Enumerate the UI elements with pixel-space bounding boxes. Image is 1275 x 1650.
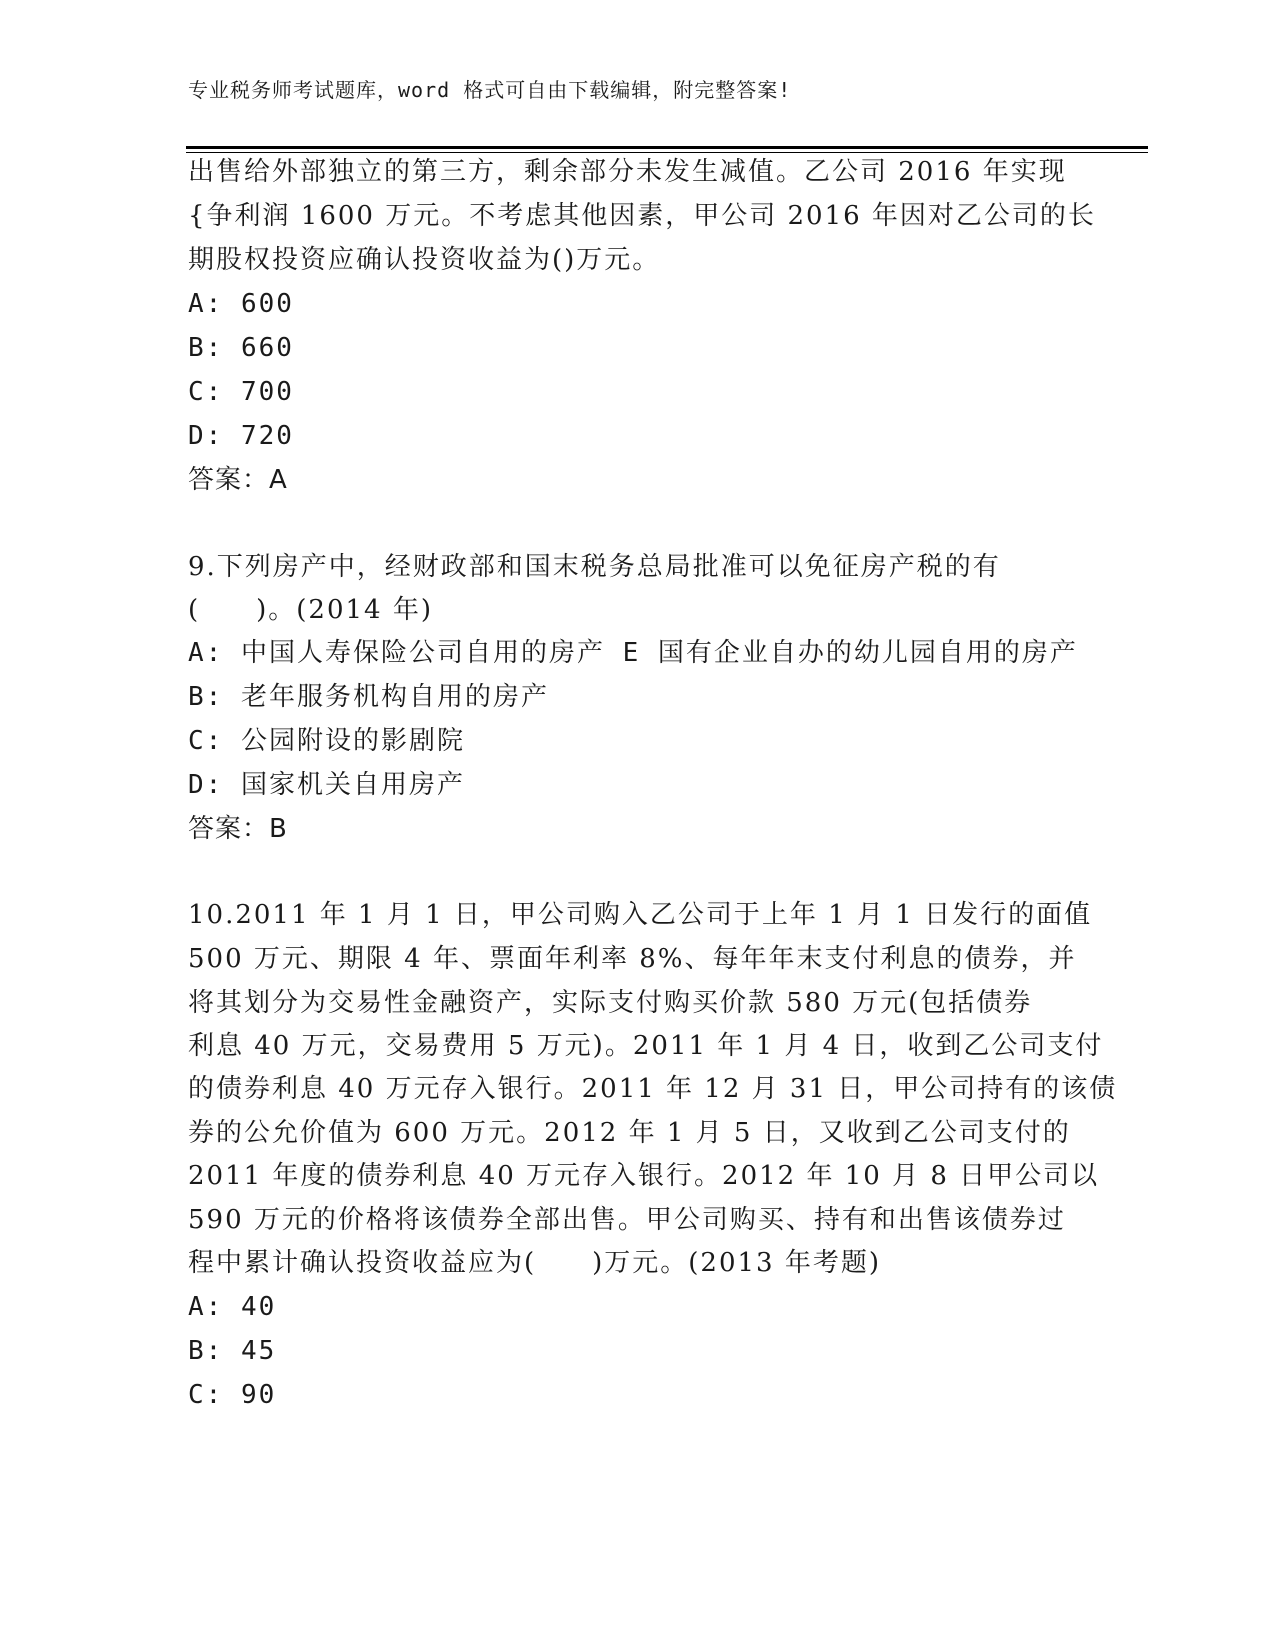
question-8-option-d: D: 720 xyxy=(188,421,294,451)
header-rule-thick xyxy=(186,146,1148,149)
question-8-line-3: 期股权投资应确认投资收益为()万元。 xyxy=(188,245,661,275)
question-10-line-1: 10.2011 年 1 月 1 日，甲公司购入乙公司于上年 1 月 1 日发行的面值 xyxy=(188,900,1093,930)
question-9-answer: 答案：B xyxy=(188,814,288,844)
question-9-option-a: A: 中国人寿保险公司自用的房产 E 国有企业自办的幼儿园自用的房产 xyxy=(188,638,1078,668)
question-9-option-d: D: 国家机关自用房产 xyxy=(188,770,465,800)
header-rule-thin xyxy=(186,152,1148,153)
question-10-line-2: 500 万元、期限 4 年、票面年利率 8%、每年年末支付利息的债券，并 xyxy=(188,944,1077,974)
question-10-option-c: C: 90 xyxy=(188,1380,277,1410)
question-8-option-b: B: 660 xyxy=(188,333,294,363)
question-10-line-8: 590 万元的价格将该债券全部出售。甲公司购买、持有和出售该债券过 xyxy=(188,1205,1066,1235)
question-8-answer: 答案：A xyxy=(188,465,288,495)
question-9-line-2: ( )。(2014 年) xyxy=(188,595,434,625)
question-9-option-b: B: 老年服务机构自用的房产 xyxy=(188,682,549,712)
question-10-line-4: 利息 40 万元，交易费用 5 万元)。2011 年 1 月 4 日，收到乙公司支付 xyxy=(188,1031,1104,1061)
question-10-option-b: B: 45 xyxy=(188,1336,277,1366)
question-10-line-9: 程中累计确认投资收益应为( )万元。(2013 年考题) xyxy=(188,1248,882,1278)
page-header: 专业税务师考试题库，word 格式可自由下载编辑，附完整答案! xyxy=(188,78,792,102)
question-10-line-6: 券的公允价值为 600 万元。2012 年 1 月 5 日，又收到乙公司支付的 xyxy=(188,1118,1071,1148)
question-10-option-a: A: 40 xyxy=(188,1292,277,1322)
question-9-option-c: C: 公园附设的影剧院 xyxy=(188,726,465,756)
question-10-line-3: 将其划分为交易性金融资产，实际支付购买价款 580 万元(包括债券 xyxy=(188,988,1033,1018)
question-10-line-5: 的债券利息 40 万元存入银行。2011 年 12 月 31 日，甲公司持有的该债 xyxy=(188,1074,1118,1104)
question-8-option-c: C: 700 xyxy=(188,377,294,407)
question-8-option-a: A: 600 xyxy=(188,289,294,319)
question-8-line-2: {争利润 1600 万元。不考虑其他因素，甲公司 2016 年因对乙公司的长 xyxy=(188,201,1096,231)
question-8-line-1: 出售给外部独立的第三方，剩余部分未发生减值。乙公司 2016 年实现 xyxy=(188,157,1067,187)
question-9-line-1: 9.下列房产中，经财政部和国末税务总局批准可以免征房产税的有 xyxy=(188,552,1001,582)
question-10-line-7: 2011 年度的债券利息 40 万元存入银行。2012 年 10 月 8 日甲公司以 xyxy=(188,1161,1100,1191)
